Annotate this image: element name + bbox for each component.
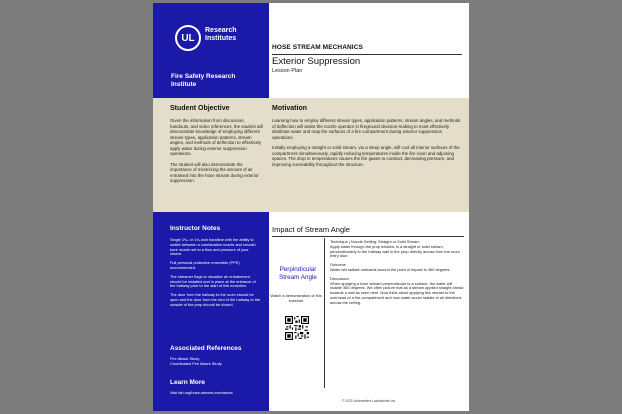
- org-name: Fire Safety Research Institute: [171, 73, 236, 88]
- note-item: Full personal protective ensemble (PPE) recommended.: [170, 260, 240, 270]
- instructor-notes-panel: [153, 212, 269, 411]
- objective-paragraph-2: The student will also demonstrate the importance of minimizing the amount of air entrained into the hose stream during exterior suppression.: [170, 161, 259, 183]
- impact-section: [269, 212, 469, 411]
- impact-divider: [272, 236, 464, 237]
- objective-heading: Student Objective: [170, 105, 230, 112]
- ul-logo: [175, 25, 201, 51]
- outcome-label: Outcome: [330, 262, 346, 268]
- motivation-paragraph-1: Learning how to employ different stream types, application patterns, stream angles, and methods of deflection will assist the nozzle operator in fireground decision-making to most effectively distribute water and map the surfaces of a fire compartment during exterior suppression operations.: [272, 118, 461, 140]
- objective-band: [153, 98, 469, 212]
- watch-demo-caption: Watch a demonstration of this exercise: [270, 293, 322, 303]
- lesson-plan-page: [153, 3, 469, 411]
- notes-heading: Instructor Notes: [170, 225, 221, 232]
- impact-heading: Impact of Stream Angle: [272, 225, 350, 234]
- qr-code-icon[interactable]: [285, 316, 309, 340]
- note-item: Single 1¾- or 1¾-inch handline with the ability to switch between a combination nozzle and smooth bore nozzle set to a flow and pressure of your choice.: [170, 237, 256, 257]
- logo-text: Research Institutes: [205, 27, 237, 42]
- technique-label: Technique | Nozzle Setting: Straight or Solid Stream: [330, 239, 420, 244]
- motivation-paragraph-2: Initially employing a straight or solid stream, via a steep angle, will cool all interior surfaces of the compartment simultaneously, rapidly reducing temperatures inside the fire room and adjoining spaces. The drop in temperatures causes the fire gases to contract, decreasing pressure, and improving survivability throughout the structure.: [272, 145, 460, 167]
- learn-more-link[interactable]: Visit fsri.org/hose-stream-mechanics: [170, 390, 233, 395]
- exercise-details: [330, 240, 465, 310]
- objective-paragraph-1: Given the information from discussion, handouts, and video references, the student will demonstrate knowledge of employing different stream types, application patterns, stream angles, and methods of deflection to effectively apply water during exterior suppression operations.: [170, 118, 263, 156]
- motivation: [272, 105, 462, 167]
- motivation-heading: Motivation: [272, 105, 307, 112]
- reference-link[interactable]: Coordinated Fire Attack Study: [170, 360, 222, 366]
- page-subtitle: Lesson Plan: [272, 68, 303, 74]
- note-item: The streamer flags to visualize air entrainment should be installed and in place at the entrance of the hallway prior to the start of this evolution.: [170, 273, 256, 289]
- column-divider: [324, 238, 325, 388]
- learn-more-heading: Learn More: [170, 379, 206, 386]
- note-item: The door from the hallway to the room should be open and the door from the end of the hallway to the outside of the prop should be closed.: [170, 292, 261, 307]
- copyright-footer: © 2023 Underwriters Laboratories Inc.: [342, 399, 396, 403]
- reference-link[interactable]: Fire Attack Study: [170, 356, 200, 361]
- associated-references: [170, 345, 262, 367]
- title-divider: [272, 54, 462, 55]
- header-brand-panel: [153, 3, 269, 98]
- header-title-panel: [269, 3, 469, 98]
- outcome-section: [330, 263, 465, 273]
- references-heading: Associated References: [170, 345, 242, 352]
- student-objective: [170, 105, 264, 184]
- outcome-text: Water will radiate outwards around the point of impact in 360 degrees.: [330, 266, 451, 272]
- learn-more: [170, 379, 262, 400]
- series-kicker: HOSE STREAM MECHANICS: [272, 44, 363, 51]
- discussion-section: [330, 277, 465, 306]
- discussion-label: Discussion: [330, 275, 349, 281]
- page-title: Exterior Suppression: [272, 56, 361, 67]
- technique-section: [330, 240, 465, 259]
- instructor-notes: [170, 225, 262, 312]
- ul-logo-mark: UL: [181, 32, 195, 44]
- technique-text: Apply water through the prop window, in a straight or solid stream, perpendicularly to the hallway wall in the prop directly across from the room entry door.: [330, 243, 460, 259]
- discussion-text: When applying a hose stream perpendicular to a surface, the water will radiate 360 degrees. We often picture that as a stream applied straight ahead towards a wall as seen here. Now think about applying this stream to the overhead of a fire compartment and how water would radiate in all directions across the ceiling.: [330, 280, 464, 305]
- angle-label: Perpindicular Stream Angle: [279, 266, 317, 281]
